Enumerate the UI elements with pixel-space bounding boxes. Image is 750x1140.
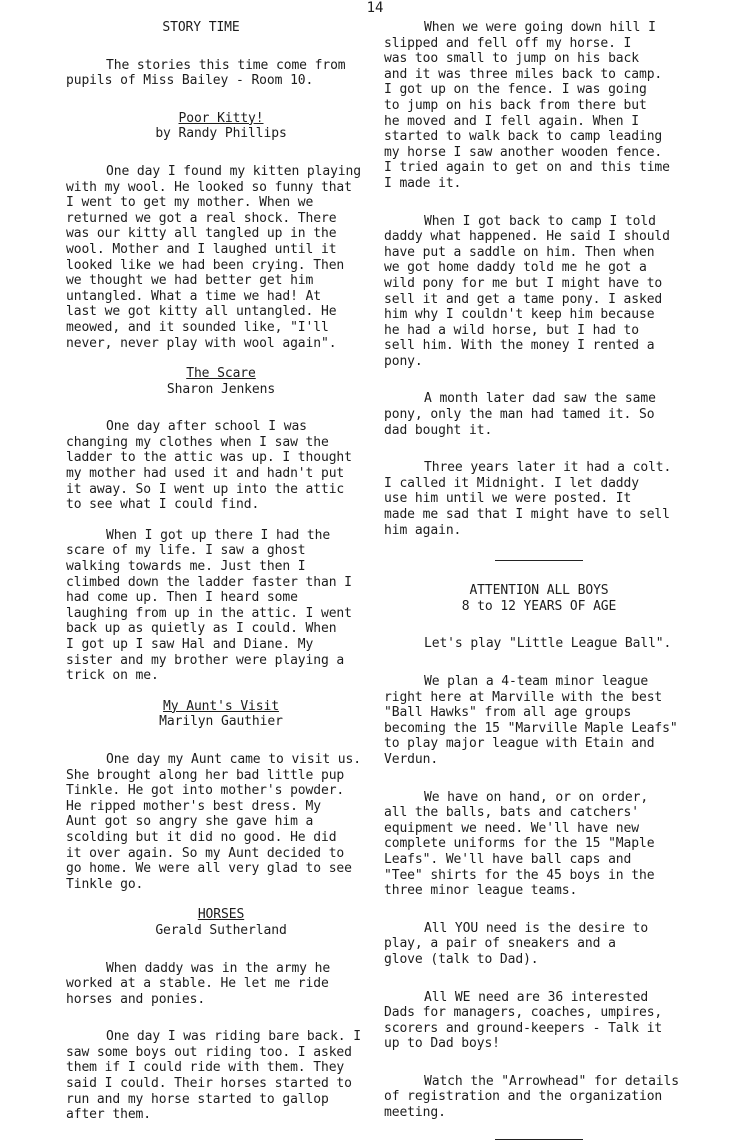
notice-paragraph: All YOU need is the desire to play, a pair of sneakers and a glove (talk to Dad).	[384, 920, 649, 967]
notice-heading-line2: 8 to 12 YEARS OF AGE	[461, 598, 617, 614]
left-column	[66, 20, 376, 1123]
story-paragraph: One day after school I was changing my clothes when I saw the ladder to the attic was up. I thought my mother had used it and hadn't put it away. So I went up into the attic to see what I could find.	[66, 419, 352, 513]
story-paragraph: When I got back to camp I told daddy what happened. He said I should have put a saddle on him. Then when we got home daddy told me he got a wild pony for me but I might have to sell it and get a tame pony. I asked him why I couldn't keep him because he had a wild horse, but I had to sell him. With the money I rented a pony.	[384, 213, 670, 369]
notice-paragraph: Let's play "Little League Ball".	[424, 636, 672, 652]
intro-text: The stories this time come from pupils of Miss Bailey - Room 10.	[66, 57, 346, 89]
story-author-my-aunts-visit: Marilyn Gauthier	[159, 714, 283, 730]
story-author-the-scare: Sharon Jenkens	[166, 381, 276, 397]
notice-paragraph: Watch the "Arrowhead" for details of registration and the organization meeting.	[384, 1073, 679, 1121]
story-title-the-scare: The Scare	[186, 366, 256, 382]
story-title-horses: HORSES	[197, 907, 245, 923]
story-author-horses: Gerald Sutherland	[155, 922, 287, 938]
story-paragraph: When we were going down hill I slipped and fell off my horse. I was too small to jump on his back and it was three miles back to camp. I got up on the fence. I was going to jump on his back from there but he moved and I fell again. When I started to walk back to camp leading my horse I saw another wooden fence. I tried again to get on and this time I made it.	[384, 20, 670, 191]
story-paragraph: One day I found my kitten playing with my wool. He looked so funny that I went to get my mother. When we returned we got a real shock. There was our kitty all tangled up in the wool. Mother and I laughed until it looked like we had been crying. Then we thought we had better get him untangled. What a time we had! At last we got kitty all untangled. He meowed, and it sounded like, "I'll never, never play with wool again".	[66, 163, 361, 351]
story-paragraph: Three years later it had a colt. I called it Midnight. I let daddy use him until we were posted. It made me sad that I might have to sell him again.	[384, 460, 672, 538]
divider-rule	[495, 560, 583, 561]
story-title-poor-kitty: Poor Kitty!	[178, 110, 264, 126]
story-paragraph: When I got up there I had the scare of my life. I saw a ghost walking towards me. Just then I climbed down the ladder faster than I had come up. Then I heard some laughing from up in the attic. I went back up as quietly as I could. When I got up I saw Hal and Diane. My sister and my brother were playing a trick on me.	[66, 527, 352, 684]
notice-paragraph: We plan a 4-team minor league right here at Marville with the best "Ball Hawks" from all age groups becoming the 15 "Marville Maple Leafs" to play major league with Etain and Verdun.	[384, 674, 678, 767]
story-paragraph: When daddy was in the army he worked at a stable. He let me ride horses and ponies.	[66, 960, 331, 1007]
page-number: 14	[366, 0, 384, 16]
right-column	[384, 20, 694, 1140]
story-byline-poor-kitty: by Randy Phillips	[155, 126, 287, 142]
story-paragraph: One day my Aunt came to visit us. She brought along her bad little pup Tinkle. He got into mother's powder. He ripped mother's best dress. My Aunt got so angry she gave him a scolding but it did no good. He did it over again. So my Aunt decided to go home. We were all very glad to see Tinkle go.	[66, 751, 361, 892]
story-paragraph: A month later dad saw the same pony, only the man had tamed it. So dad bought it.	[384, 391, 656, 438]
notice-paragraph: We have on hand, or on order, all the balls, bats and catchers' equipment we need. We'll have new complete uniforms for the 15 "Maple Leafs". We'll have ball caps and "Tee" shirts for the 45 boys in the three minor league teams.	[384, 789, 655, 899]
story-paragraph: One day I was riding bare back. I saw some boys out riding too. I asked them if I could ride with them. They said I could. Their horses started to run and my horse started to gallop after them.	[66, 1029, 361, 1123]
notice-heading-line1: ATTENTION ALL BOYS	[469, 583, 609, 599]
story-title-my-aunts-visit: My Aunt's Visit	[163, 698, 279, 714]
section-heading: STORY TIME	[162, 20, 240, 35]
notice-paragraph: All WE need are 36 interested Dads for managers, coaches, umpires, scorers and ground-keepers - Talk it up to Dad boys!	[384, 989, 663, 1052]
